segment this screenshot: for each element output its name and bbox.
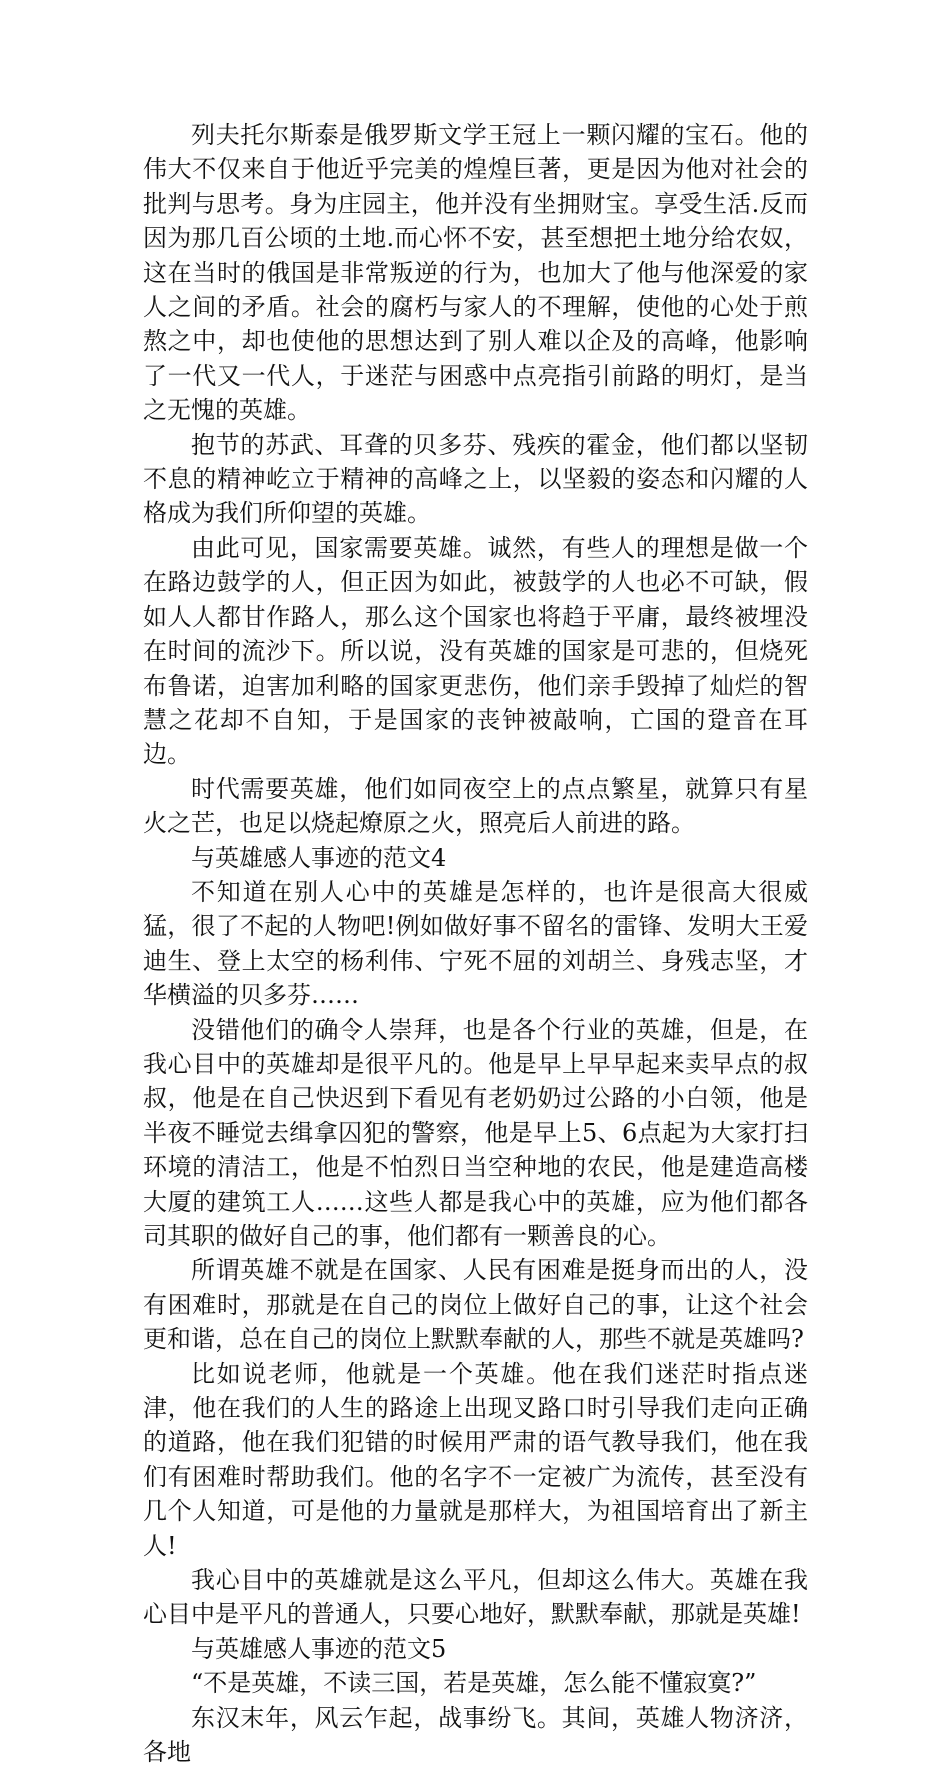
paragraph-nation-needs-heroes: 由此可见，国家需要英雄。诚然，有些人的理想是做一个在路边鼓学的人，但正因为如此，被鼓学的人也必不可缺，假如人人都甘作路人，那么这个国家也将趋于平庸，最终被埋没在时间的流沙下。所以说，没有英雄的国家是可悲的，但烧死布鲁诺，迫害加利略的国家更悲伤，他们亲手毁掉了灿烂的智慧之花却不自知，于是国家的丧钟被敲响，亡国的跫音在耳边。 — [143, 533, 808, 769]
paragraph-tolstoy: 列夫托尔斯泰是俄罗斯文学王冠上一颗闪耀的宝石。他的伟大不仅来自于他近乎完美的煌煌巨著，更是因为他对社会的批判与思考。身为庄园主，他并没有坐拥财宝。享受生活.反而因为那几百公顷的土地.而心怀不安，甚至想把土地分给农奴，这在当时的俄国是非常叛逆的行为，也加大了他与他深爱的家人之间的矛盾。社会的腐朽与家人的不理解，使他的心处于煎熬之中，却也使他的思想达到了别人难以企及的高峰，他影响了一代又一代人，于迷茫与困惑中点亮指引前路的明灯，是当之无愧的英雄。 — [143, 121, 808, 425]
paragraph-eastern-han: 东汉末年，风云乍起，战事纷飞。其间，英雄人物济济，各地 — [143, 1703, 808, 1767]
paragraph-heroes-examples: 抱节的苏武、耳聋的贝多芬、残疾的霍金，他们都以坚韧不息的精神屹立于精神的高峰之上，以坚毅的姿态和闪耀的人格成为我们所仰望的英雄。 — [143, 430, 808, 528]
paragraph-era-needs-heroes: 时代需要英雄，他们如同夜空上的点点繁星，就算只有星火之芒，也足以烧起燎原之火，照亮后人前进的路。 — [143, 774, 808, 838]
document-body — [143, 118, 808, 1770]
paragraph-definition-of-hero: 所谓英雄不就是在国家、人民有困难是挺身而出的人，没有困难时，那就是在自己的岗位上做好自己的事，让这个社会更和谐，总在自己的岗位上默默奉献的人，那些不就是英雄吗? — [143, 1256, 808, 1354]
paragraph-teacher-hero: 比如说老师，他就是一个英雄。他在我们迷茫时指点迷津，他在我们的人生的路途上出现叉路口时引导我们走向正确的道路，他在我们犯错的时候用严肃的语气教导我们，他在我们有困难时帮助我们。他的名字不一定被广为流传，甚至没有几个人知道，可是他的力量就是那样大，为祖国培育出了新主人! — [143, 1359, 808, 1560]
section-heading-5: 与英雄感人事迹的范文5 — [191, 1634, 447, 1663]
paragraph-quote: “不是英雄，不读三国，若是英雄，怎么能不懂寂寞?” — [191, 1669, 757, 1698]
paragraph-conclusion: 我心目中的英雄就是这么平凡，但却这么伟大。英雄在我心目中是平凡的普通人，只要心地好，默默奉献，那就是英雄! — [143, 1566, 808, 1629]
section-heading-4: 与英雄感人事迹的范文4 — [191, 843, 447, 872]
paragraph-who-is-hero: 不知道在别人心中的英雄是怎样的，也许是很高大很威猛，很了不起的人物吧!例如做好事不留名的雷锋、发明大王爱迪生、登上太空的杨利伟、宁死不屈的刘胡兰、身残志坚，才华横溢的贝多芬…… — [143, 877, 808, 1010]
paragraph-ordinary-heroes: 没错他们的确令人崇拜，也是各个行业的英雄，但是，在我心目中的英雄却是很平凡的。他是早上早早起来卖早点的叔叔，他是在自己快迟到下看见有老奶奶过公路的小白领，他是半夜不睡觉去缉拿囚犯的警察，他是早上5、6点起为大家打扫环境的清洁工，他是不怕烈日当空种地的农民，他是建造高楼大厦的建筑工人……这些人都是我心中的英雄，应为他们都各司其职的做好自己的事，他们都有一颗善良的心。 — [143, 1015, 808, 1250]
